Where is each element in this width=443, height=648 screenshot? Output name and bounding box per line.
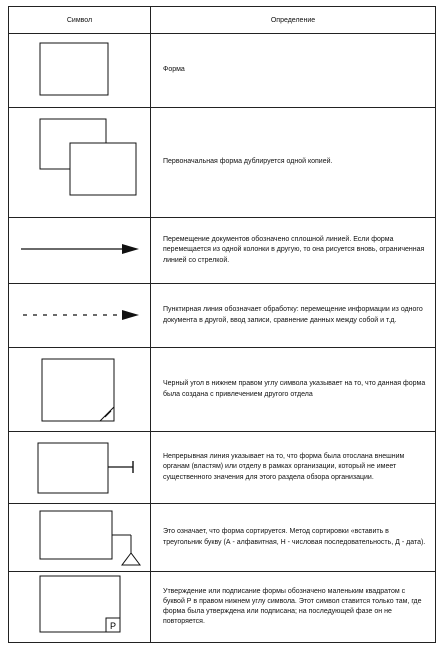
approval-letter: P — [109, 621, 117, 631]
table-row — [9, 34, 436, 108]
form-external-line-icon — [9, 433, 150, 503]
header-symbol: Символ — [9, 7, 151, 34]
symbol-form — [9, 34, 151, 108]
form-copy-icon — [9, 109, 150, 217]
symbol-dashed-arrow — [9, 284, 151, 348]
definition-text: Пунктирная линия обозначает обработку: перемещение информации из одного документа в другой, ввод записи, сравнение данных между собой и т.д. — [151, 284, 436, 348]
table-header-row — [9, 7, 436, 34]
definition-text: Утверждение или подписание формы обозначено маленьким квадратом с буквой Р в правом нижнем углу символа. Этот символ ставится только там, где форма была утверждена или подписана; на последующей фазе он не повторяется. — [151, 572, 436, 643]
form-corner-icon — [9, 349, 150, 431]
definition-text: Первоначальная форма дублируется одной копией. — [151, 108, 436, 218]
definition-text: Черный угол в нижнем правом углу символа указывает на то, что данная форма была создана с привлечением другого отдела — [151, 348, 436, 432]
symbol-approval — [9, 572, 151, 643]
form-approval-icon — [9, 572, 150, 642]
definition-text: Перемещение документов обозначено сплошной линией. Если форма перемещается из одной колонки в другую, то она рисуется вновь, ограниченная линией со стрелкой. — [151, 218, 436, 284]
symbol-solid-arrow — [9, 218, 151, 284]
form-symbol-icon — [9, 35, 150, 107]
table-row — [9, 284, 436, 348]
definition-text: Непрерывная линия указывает на то, что форма была отослана внешним органам (властям) или отделу в рамках организации, который не имеет существенного значения для этого раздела обзора организации. — [151, 432, 436, 504]
table-row — [9, 348, 436, 432]
dashed-arrow-icon — [9, 285, 150, 347]
table-row — [9, 218, 436, 284]
symbol-form-copy — [9, 108, 151, 218]
symbol-external — [9, 432, 151, 504]
definition-text: Это означает, что форма сортируется. Метод сортировки «вставить в треугольник букву (А - алфавитная, Н - числовая последовательность, Д - дата). — [151, 504, 436, 572]
table-row — [9, 432, 436, 504]
symbol-black-corner — [9, 348, 151, 432]
table-row — [9, 504, 436, 572]
table-row — [9, 108, 436, 218]
solid-arrow-icon — [9, 219, 150, 283]
symbols-table — [8, 6, 436, 643]
form-sort-triangle-icon — [9, 505, 150, 571]
symbol-sorting — [9, 504, 151, 572]
table-row — [9, 572, 436, 643]
header-definition: Определение — [151, 7, 436, 34]
definition-text: Форма — [151, 34, 436, 108]
